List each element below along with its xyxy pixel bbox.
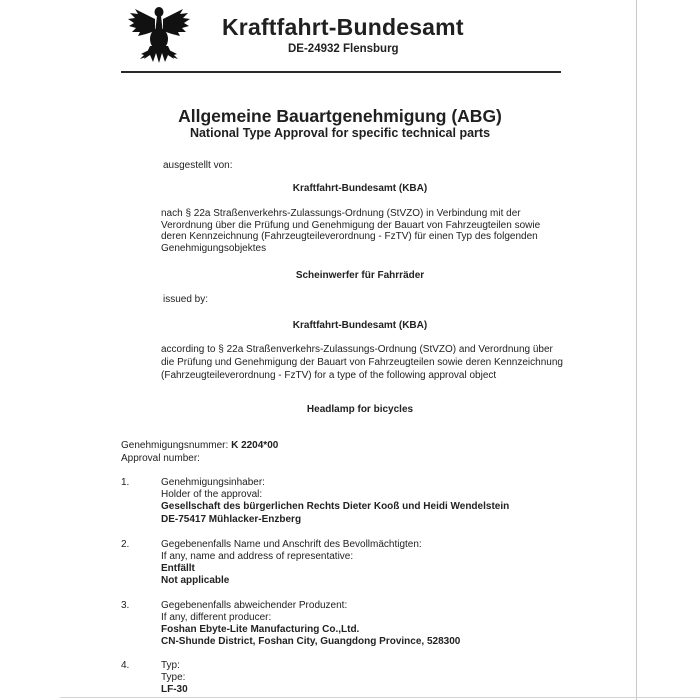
section-number: 3.	[121, 600, 130, 611]
issued-by-label-de: ausgestellt von:	[163, 160, 233, 171]
holder-label-en: Holder of the approval:	[161, 489, 263, 500]
producer-address: CN-Shunde District, Foshan City, Guangdong Province, 528300	[161, 636, 461, 647]
section-number: 4.	[121, 660, 130, 671]
representative-label-de: Gegebenenfalls Name und Anschrift des Bevollmächtigten:	[161, 539, 422, 550]
section-number: 1.	[121, 477, 130, 488]
producer-label-en: If any, different producer:	[161, 612, 272, 623]
holder-name: Gesellschaft des bürgerlichen Rechts Dieter Kooß und Heidi Wendelstein	[161, 501, 510, 512]
type-value: LF-30	[161, 684, 188, 695]
org-name: Kraftfahrt-Bundesamt	[222, 14, 464, 40]
issuer-en: Kraftfahrt-Bundesamt (KBA)	[292, 320, 428, 331]
representative-label-en: If any, name and address of representative:	[161, 551, 354, 562]
document-title: Allgemeine Bauartgenehmigung (ABG)	[178, 106, 502, 126]
legal-basis-en: according to § 22a Straßenverkehrs-Zulassungs-Ordnung (StVZO) and Verordnung über die Prüfung und Genehmigung der Bauart von Fahrzeugteilen sowie deren Kennzeichnung (Fahrzeugteileverordnung - FzTV) for a type of the following approval object	[161, 344, 563, 381]
holder-label-de: Genehmigungsinhaber:	[161, 477, 265, 488]
page-edge-right	[636, 0, 637, 700]
approval-object-en: Headlamp for bicycles	[306, 404, 414, 415]
header-rule	[121, 71, 561, 73]
federal-eagle-icon	[126, 5, 192, 67]
type-label-de: Typ:	[161, 660, 180, 671]
producer-label-de: Gegebenenfalls abweichender Produzent:	[161, 600, 348, 611]
approval-object-de: Scheinwerfer für Fahrräder	[295, 270, 425, 281]
issued-by-label-en: issued by:	[163, 294, 209, 305]
approval-number-label-de: Genehmigungsnummer:	[121, 440, 229, 451]
document-subtitle: National Type Approval for specific technical parts	[189, 126, 491, 140]
approval-number-value: K 2204*00	[231, 440, 279, 451]
holder-address: DE-75417 Mühlacker-Enzberg	[161, 514, 302, 525]
issuer-de: Kraftfahrt-Bundesamt (KBA)	[292, 183, 428, 194]
page-edge-bottom	[60, 697, 700, 698]
producer-name: Foshan Ebyte-Lite Manufacturing Co.,Ltd.	[161, 624, 360, 635]
approval-number-row	[121, 440, 278, 452]
section-number: 2.	[121, 539, 130, 550]
type-label-en: Type:	[161, 672, 186, 683]
legal-basis-de: nach § 22a Straßenverkehrs-Zulassungs-Ordnung (StVZO) in Verbindung mit der Verordnung über die Prüfung und Genehmigung der Bauart von Fahrzeugteilen sowie deren Kennzeichnung (Fahrzeugteileverordnung - FzTV) für einen Typ des folgenden Genehmigungsobjektes	[161, 208, 541, 254]
org-address: DE-24932 Flensburg	[288, 43, 399, 55]
representative-value-en: Not applicable	[161, 575, 230, 586]
representative-value-de: Entfällt	[161, 563, 195, 574]
approval-number-label-en: Approval number:	[121, 453, 200, 464]
